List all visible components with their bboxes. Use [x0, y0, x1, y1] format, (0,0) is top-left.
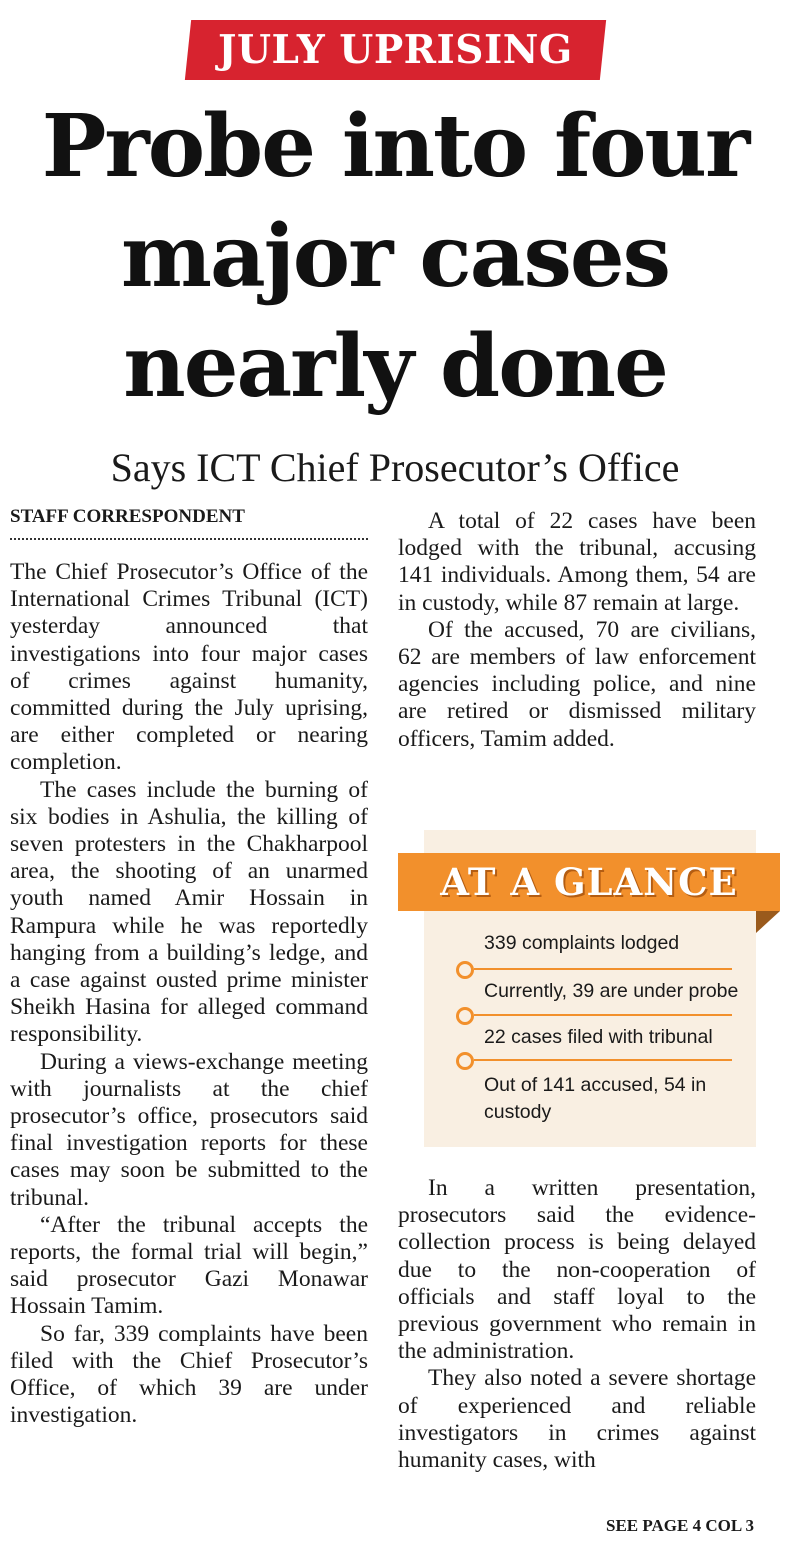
kicker-wrap [0, 20, 790, 80]
right-column-top [398, 508, 756, 753]
bullet-divider [474, 968, 732, 970]
paragraph: “After the tribunal accepts the reports, the formal trial will begin,” said prosecutor Gazi Monawar Hossain Tamim. [10, 1211, 368, 1320]
paragraph: The cases include the burning of six bodies in Ashulia, the killing of seven protesters in the Chakharpool area, the shooting of an unarmed youth named Amir Hossain in Rampura while he was reportedly hanging from a building’s ledge, and a case against ousted prime minister Sheikh Hasina for alleged command responsibility. [10, 776, 368, 1048]
section-kicker [185, 20, 606, 80]
headline-line-3: nearly done [123, 316, 667, 417]
paragraph: Of the accused, 70 are civilians, 62 are members of law enforcement agencies including police, and nine are retired or dismissed military officers, Tamim added. [398, 616, 756, 752]
right-column-bottom [398, 1175, 756, 1474]
bullet-dot-icon [456, 1007, 474, 1025]
banner-fold-decoration [756, 911, 780, 933]
continuation-jump-link[interactable]: SEE PAGE 4 COL 3 [606, 1516, 754, 1535]
at-a-glance-title: AT A GLANCE [440, 860, 738, 904]
section-kicker-label: JULY UPRISING [217, 27, 573, 73]
paragraph: In a written presentation, prosecutors said the evidence-collection process is being delayed due to the non-cooperation of officials and staff loyal to the previous government who remain in the administration. [398, 1175, 756, 1365]
bullet-dot-icon [456, 1052, 474, 1070]
paragraph: During a views-exchange meeting with journalists at the chief prosecutor’s office, prosecutors said final investigation reports for these cases may soon be submitted to the tribunal. [10, 1048, 368, 1211]
paragraph: A total of 22 cases have been lodged with the tribunal, accusing 141 individuals. Among them, 54 are in custody, while 87 remain at large. [398, 508, 756, 616]
byline: STAFF CORRESPONDENT [10, 506, 368, 540]
glance-item: 22 cases filed with tribunal [484, 1026, 713, 1048]
headline-line-2: major cases [120, 206, 670, 307]
bullet-divider [474, 1059, 732, 1061]
paragraph: They also noted a severe shortage of experienced and reliable investigators in crimes against humanity cases, with [398, 1365, 756, 1474]
deck-subheadline: Says ICT Chief Prosecutor’s Office [110, 445, 680, 490]
paragraph: The Chief Prosecutor’s Office of the International Crimes Tribunal (ICT) yesterday announced that investigations into four major cases of crimes against humanity, committed during the July uprising, are either completed or nearing completion. [10, 559, 368, 776]
paragraph: So far, 339 complaints have been filed with the Chief Prosecutor’s Office, of which 39 are under investigation. [10, 1320, 368, 1429]
glance-item: Currently, 39 are under probe [484, 980, 739, 1002]
bullet-dot-icon [456, 961, 474, 979]
glance-item: Out of 141 accused, 54 in custody [484, 1074, 707, 1123]
left-column [10, 559, 368, 1430]
headline [0, 92, 790, 422]
glance-item: 339 complaints lodged [484, 932, 680, 954]
bullet-divider [474, 1014, 732, 1016]
headline-line-1: Probe into four [41, 96, 749, 197]
